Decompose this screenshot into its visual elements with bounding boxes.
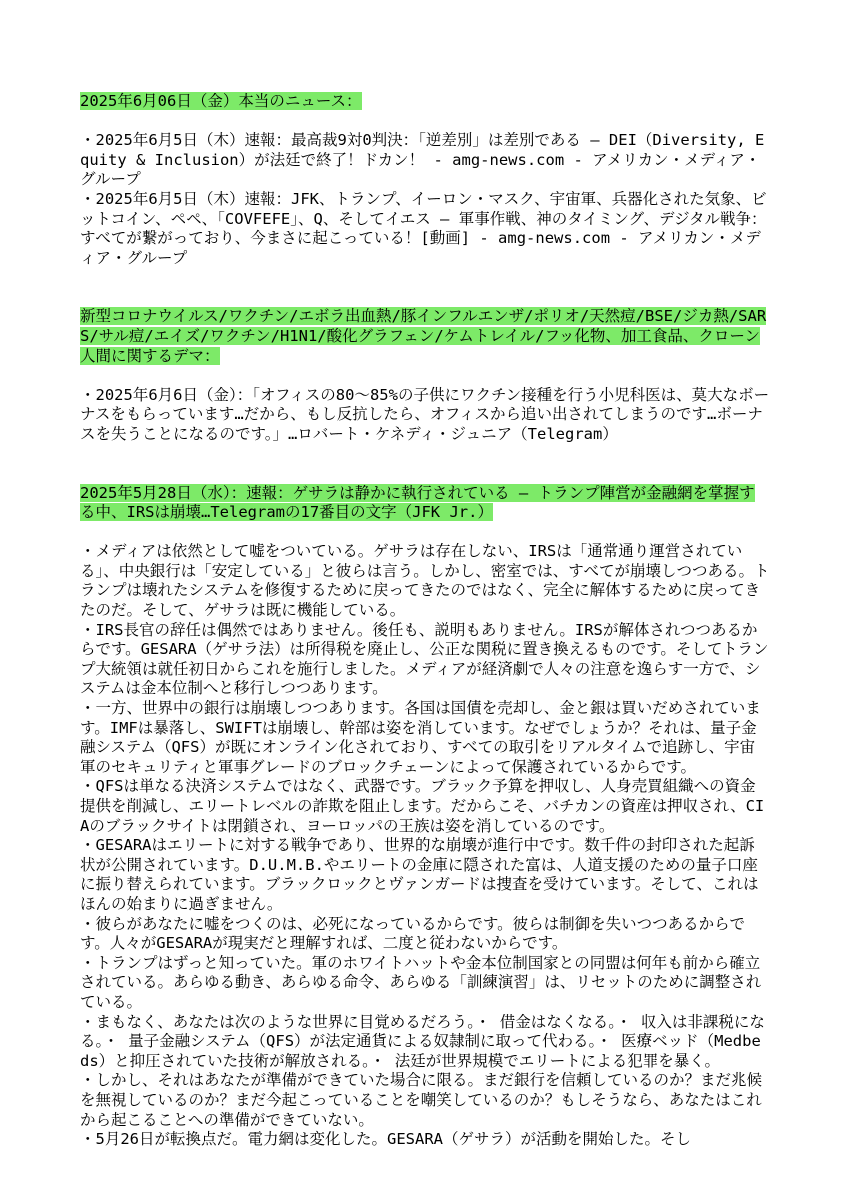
- news-item: ・IRS長官の辞任は偶然ではありません。後任も、説明もありません。IRSが解体されつつあるからです。GESARA（ゲサラ法）は所得税を廃止し、公正な関税に置き換えるものです。そしてトランプ大統領は就任初日からこれを施行しました。メディアが経済劇で人々の注意を逸らす一方で、システムは金本位制へと移行しつつあります。: [80, 620, 769, 698]
- section-heading: [80, 92, 770, 112]
- section-heading: [80, 484, 770, 523]
- highlighted-heading: 新型コロナウイルス/ワクチン/エボラ出血熱/豚インフルエンザ/ポリオ/天然痘/BSE/ジカ熱/SARS/サル痘/エイズ/ワクチン/H1N1/酸化グラフェン/ケムトレイル/フッ化物、加工食品、クローン人間に関するデマ：: [80, 307, 767, 365]
- news-list: [80, 542, 770, 1149]
- news-item: ・彼らがあなたに嘘をつくのは、必死になっているからです。彼らは制御を失いつつあるからです。人々がGESARAが現実だと理解すれば、二度と従わないからです。: [80, 914, 745, 953]
- news-list: [80, 386, 770, 445]
- section-heading: [80, 307, 770, 366]
- news-item: ・メディアは依然として嘘をついている。ゲサラは存在しない、IRSは「通常通り運営されている」、中央銀行は「安定している」と彼らは言う。しかし、密室では、すべてが崩壊しつつある。トランプは壊れたシステムを修復するために戻ってきたのではなく、完全に解体するために戻ってきたのだ。そして、ゲサラは既に機能している。: [80, 542, 770, 620]
- news-item: ・2025年6月5日（木）速報：最高裁9対0判決：「逆差別」は差別である ― DEI（Diversity, Equity & Inclusion）が法廷で終了！ドカン！ - amg-news.com - アメリカン・メディア・グループ: [80, 131, 765, 189]
- news-item: ・一方、世界中の銀行は崩壊しつつあります。各国は国債を売却し、金と銀は買いだめされています。IMFは暴落し、SWIFTは崩壊し、幹部は姿を消しています。なぜでしょうか？それは、量子金融システム（QFS）が既にオンライン化されており、すべての取引をリアルタイムで追跡し、宇宙軍のセキュリティと軍事グレードのブロックチェーンによって保護されているからです。: [80, 699, 761, 776]
- news-item: ・GESARAはエリートに対する戦争であり、世界的な崩壊が進行中です。数千件の封印された起訴状が公開されています。D.U.M.B.やエリートの金庫に隠された富は、人道支援のための量子口座に振り替えられています。ブラックロックとヴァンガードは捜査を受けています。そして、これはほんの始まりに過ぎません。: [80, 836, 759, 913]
- highlighted-heading: 2025年6月06日（金）本当のニュース：: [80, 92, 362, 110]
- document-page: [80, 92, 770, 1150]
- news-item: ・2025年6月5日（木）速報：JFK、トランプ、イーロン・マスク、宇宙軍、兵器化された気象、ビットコイン、ペペ、「COVFEFE」、Q、そしてイエス ― 軍事作戦、神のタイミング、デジタル戦争：すべてが繋がっており、今まさに起こっている！[動画] - amg-news.com - アメリカン・メディア・グループ: [80, 189, 767, 267]
- spacer: [80, 445, 770, 484]
- spacer: [80, 268, 770, 307]
- news-item: ・まもなく、あなたは次のような世界に目覚めるだろう。・ 借金はなくなる。・ 収入は非課税になる。・ 量子金融システム（QFS）が法定通貨による奴隷制に取って代わる。・ 医療ベッド（Medbeds）と抑圧されていた技術が解放される。・ 法廷が世界規模でエリートによる犯罪を暴く。: [80, 1012, 765, 1070]
- highlighted-heading: 2025年5月28日（水）：速報：ゲサラは静かに執行されている ― トランプ陣営が金融網を掌握する中、IRSは崩壊…Telegramの17番目の文字（JFK Jr.）: [80, 483, 755, 522]
- news-list: [80, 131, 770, 268]
- news-item: ・QFSは単なる決済システムではなく、武器です。ブラック予算を押収し、人身売買組織への資金提供を削減し、エリートレベルの詐欺を阻止します。だからこそ、バチカンの資産は押収され、CIAのブラックサイトは閉鎖され、ヨーロッパの王族は姿を消しているのです。: [80, 777, 765, 835]
- news-item: ・2025年6月6日（金）：「オフィスの80～85%の子供にワクチン接種を行う小児科医は、莫大なボーナスをもらっています…だから、もし反抗したら、オフィスから追い出されてしまうのです…ボーナスを失うことになるのです。」…ロバート・ケネディ・ジュニア（Telegram）: [80, 385, 770, 443]
- news-item: ・トランプはずっと知っていた。軍のホワイトハットや金本位制国家との同盟は何年も前から確立されている。あらゆる動き、あらゆる命令、あらゆる「訓練演習」は、リセットのために調整されている。: [80, 953, 762, 1011]
- news-item: ・しかし、それはあなたが準備ができていた場合に限る。まだ銀行を信頼しているのか？まだ兆候を無視しているのか？まだ今起こっていることを嘲笑しているのか？もしそうなら、あなたはこれから起こることへの準備ができていない。: [80, 1071, 763, 1129]
- news-item: ・5月26日が転換点だ。電力網は変化した。GESARA（ゲサラ）が活動を開始した。そし: [80, 1130, 691, 1149]
